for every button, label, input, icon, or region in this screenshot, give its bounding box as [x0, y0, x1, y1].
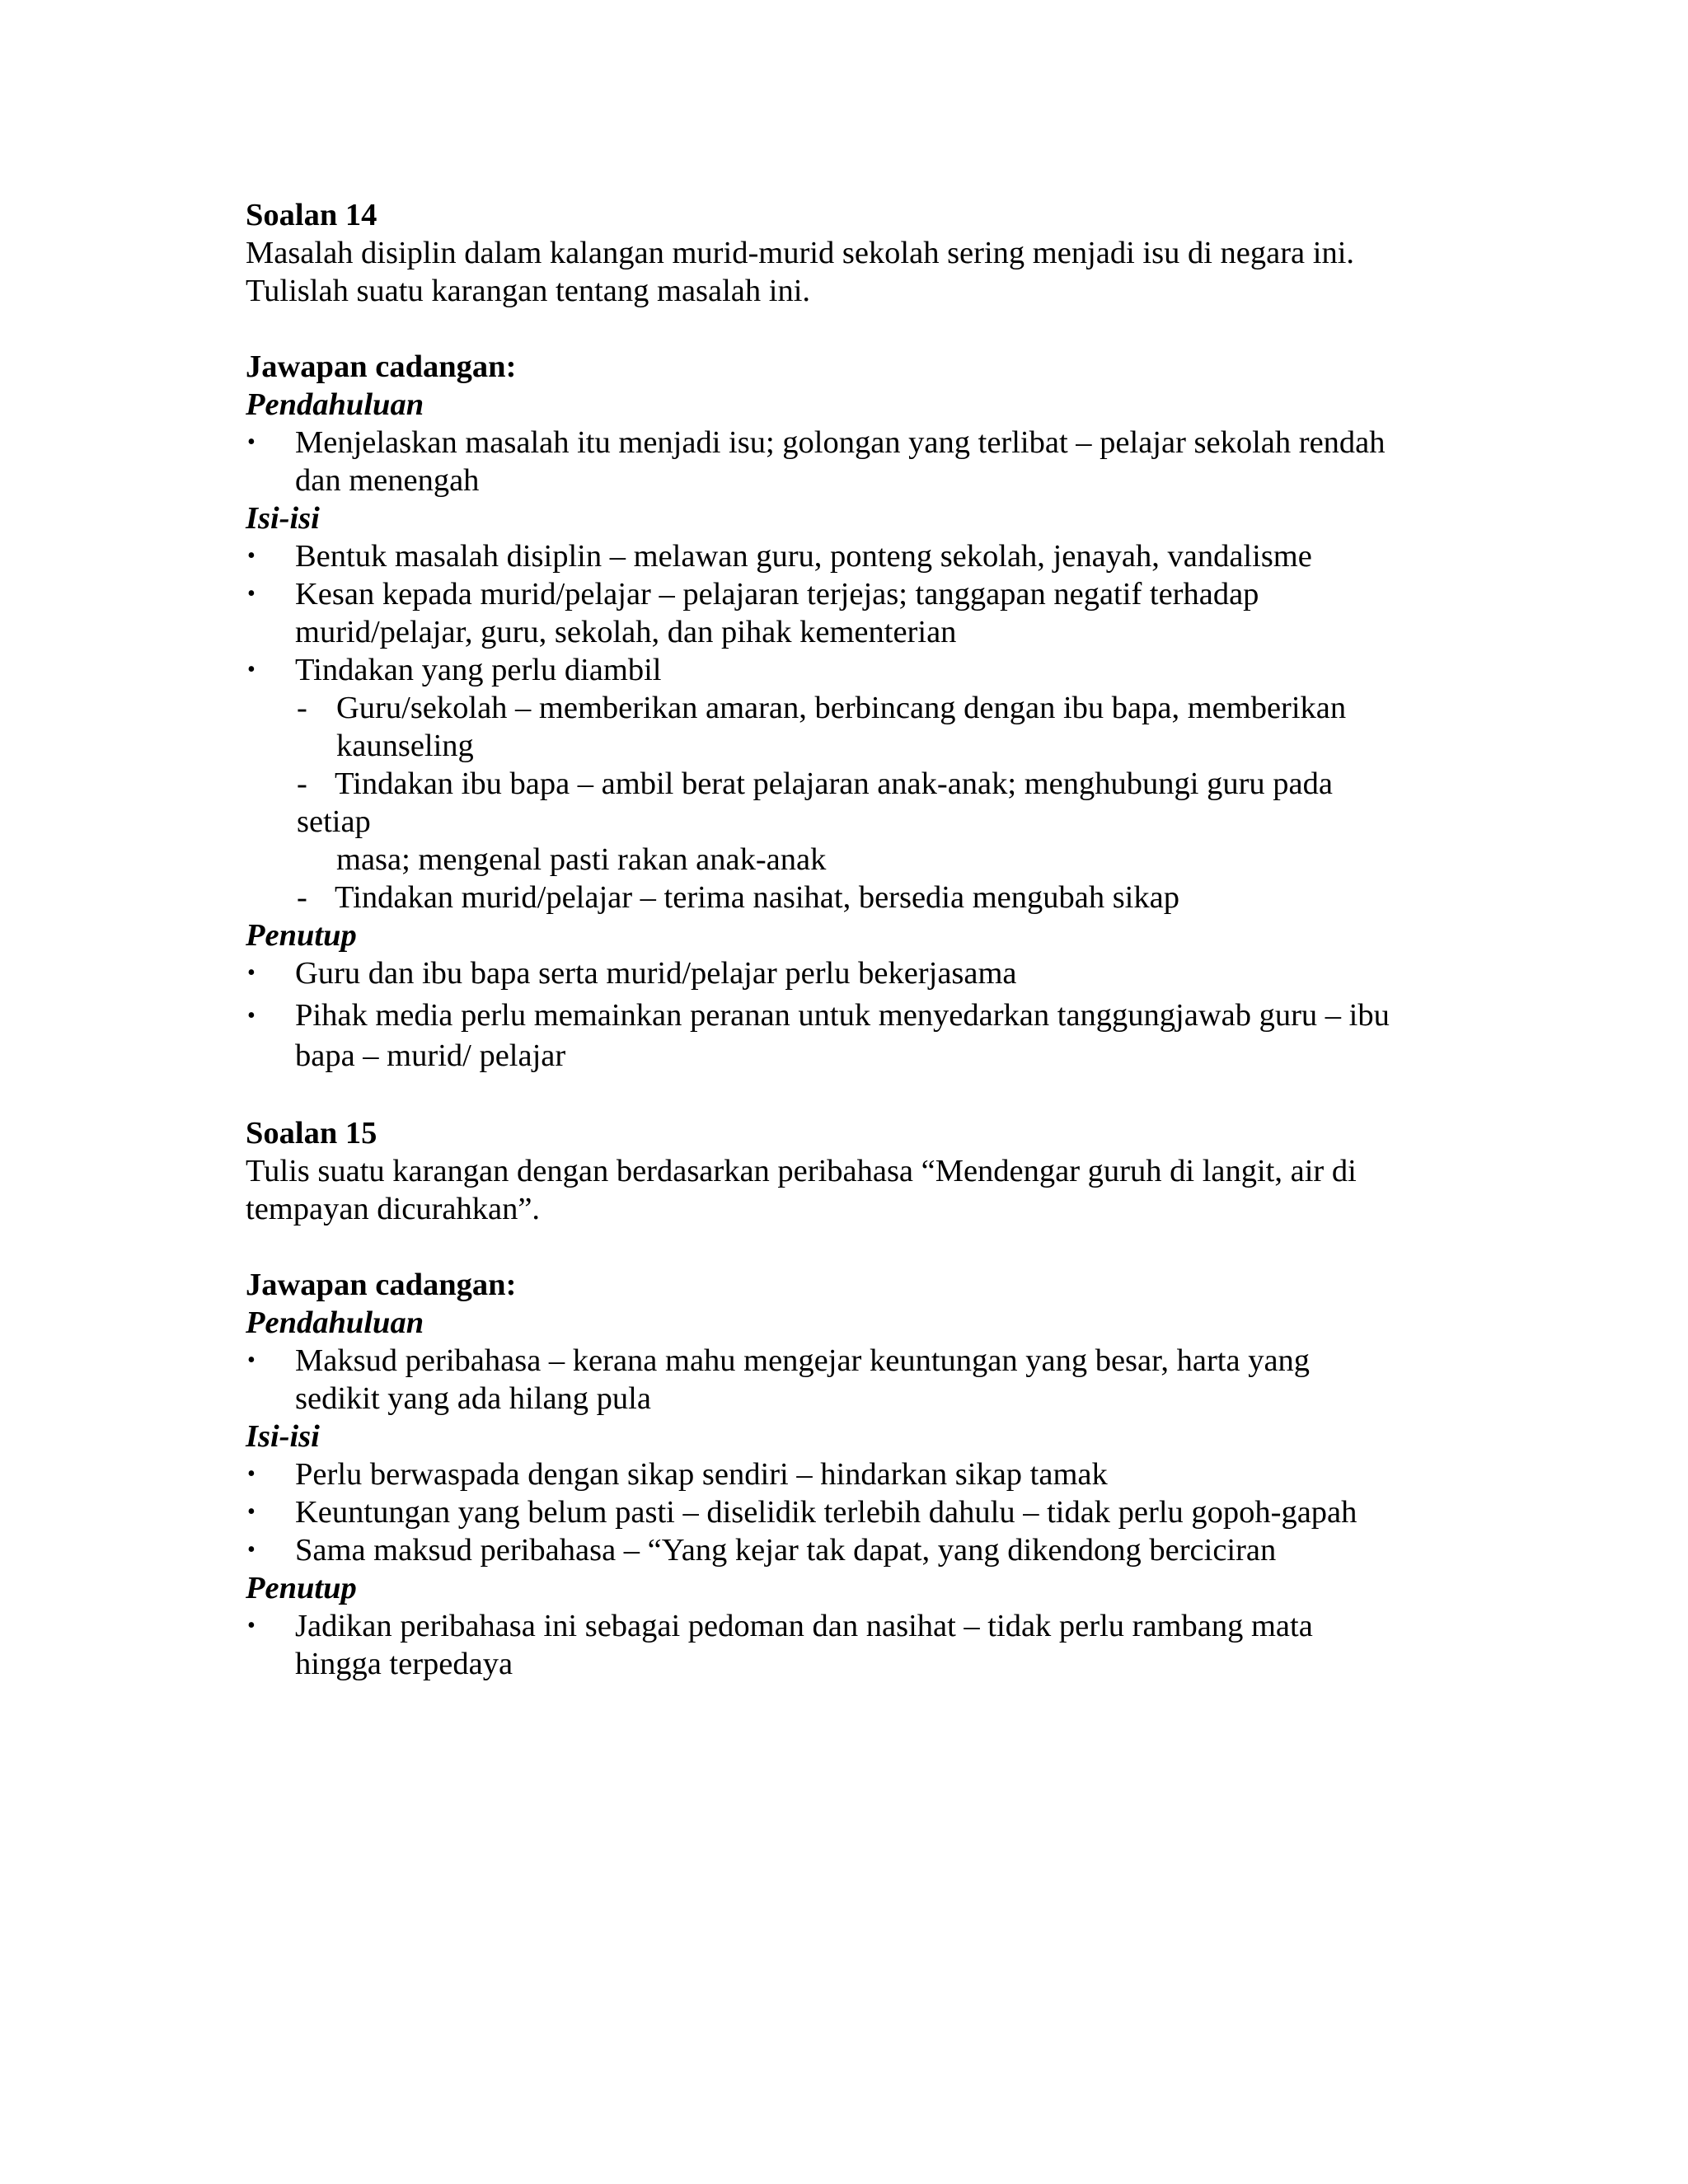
question-15-body-heading: Isi-isi: [246, 1419, 320, 1454]
bullet-dot: •: [247, 1613, 256, 1638]
question-15-title: Soalan 15: [246, 1116, 377, 1151]
question-14-prompt-line-2: Tulislah suatu karangan tentang masalah ini.: [246, 274, 811, 308]
question-14-intro-heading: Pendahuluan: [246, 387, 424, 422]
dash-marker: -: [297, 766, 307, 801]
bullet-text: Perlu berwaspada dengan sikap sendiri – hindarkan sikap tamak: [295, 1457, 1108, 1492]
spacer: [246, 1076, 1449, 1114]
action-text: Guru/sekolah – memberikan amaran, berbincang dengan ibu bapa, memberikan: [336, 691, 1347, 725]
question-15-prompt-line-2: tempayan dicurahkan”.: [246, 1192, 541, 1226]
bullet-dot: •: [247, 581, 256, 607]
action-item-parents: [246, 765, 1449, 879]
bullet-dot: •: [247, 960, 256, 986]
question-14-body-heading: Isi-isi: [246, 501, 320, 536]
action-item-teacher: [246, 689, 1449, 765]
bullet-text: Guru dan ibu bapa serta murid/pelajar perlu bekerjasama: [295, 956, 1017, 991]
question-15-prompt-line-1: Tulis suatu karangan dengan berdasarkan peribahasa “Mendengar guruh di langit, air di: [246, 1154, 1357, 1188]
bullet-text: Pihak media perlu memainkan peranan untuk menyedarkan tanggungjawab guru – ibu: [295, 998, 1390, 1033]
action-text-cont: kaunseling: [336, 729, 474, 763]
bullet-item: [246, 1342, 1449, 1418]
bullet-item: [246, 1493, 1449, 1531]
bullet-item: [246, 1531, 1449, 1569]
bullet-text-cont: bapa – murid/ pelajar: [295, 1038, 566, 1073]
bullet-text: Jadikan peribahasa ini sebagai pedoman dan nasihat – tidak perlu rambang mata: [295, 1609, 1313, 1643]
bullet-dot: •: [247, 1003, 256, 1029]
bullet-text-cont: hingga terpedaya: [295, 1647, 513, 1681]
bullet-text: Maksud peribahasa – kerana mahu mengejar keuntungan yang besar, harta yang: [295, 1343, 1311, 1378]
bullet-item: [246, 1455, 1449, 1493]
spacer: [246, 1228, 1449, 1266]
question-14-prompt-line-1: Masalah disiplin dalam kalangan murid-murid sekolah sering menjadi isu di negara ini.: [246, 236, 1355, 270]
document-page: [246, 196, 1449, 1683]
dash-marker: -: [297, 691, 307, 725]
action-text-cont: masa; mengenal pasti rakan anak-anak: [336, 842, 827, 877]
bullet-text: Kesan kepada murid/pelajar – pelajaran terjejas; tanggapan negatif terhadap: [295, 577, 1259, 612]
bullet-item: [246, 424, 1449, 499]
bullet-dot: •: [247, 657, 256, 682]
bullet-text: Sama maksud peribahasa – “Yang kejar tak dapat, yang dikendong berciciran: [295, 1533, 1277, 1568]
bullet-item: [246, 651, 1449, 689]
bullet-item: [246, 954, 1449, 992]
bullet-item: [246, 537, 1449, 575]
action-text: Tindakan ibu bapa – ambil berat pelajaran anak-anak; menghubungi guru pada: [335, 766, 1333, 801]
bullet-dot: •: [247, 1461, 256, 1487]
bullet-text-cont: murid/pelajar, guru, sekolah, dan pihak kementerian: [295, 615, 957, 649]
bullet-text: Keuntungan yang belum pasti – diselidik terlebih dahulu – tidak perlu gopoh-gapah: [295, 1495, 1357, 1530]
question-15-answer-heading: Jawapan cadangan:: [246, 1268, 517, 1302]
spacer: [246, 310, 1449, 348]
question-14-close-heading: Penutup: [246, 918, 357, 953]
bullet-item: [246, 996, 1449, 1076]
bullet-dot: •: [247, 1347, 256, 1373]
bullet-text: Menjelaskan masalah itu menjadi isu; golongan yang terlibat – pelajar sekolah rendah: [295, 425, 1386, 460]
bullet-text-cont: sedikit yang ada hilang pula: [295, 1381, 651, 1416]
bullet-dot: •: [247, 543, 256, 569]
action-text-wrap: setiap: [297, 804, 371, 839]
bullet-text: Tindakan yang perlu diambil: [295, 653, 662, 687]
bullet-dot: •: [247, 1499, 256, 1525]
bullet-item: [246, 575, 1449, 651]
action-item-students: [246, 879, 1449, 916]
bullet-item: [246, 1607, 1449, 1683]
bullet-text-cont: dan menengah: [295, 463, 480, 498]
bullet-dot: •: [247, 429, 256, 455]
action-text: Tindakan murid/pelajar – terima nasihat, bersedia mengubah sikap: [335, 880, 1179, 915]
bullet-text: Bentuk masalah disiplin – melawan guru, ponteng sekolah, jenayah, vandalisme: [295, 539, 1312, 574]
question-14-title: Soalan 14: [246, 198, 377, 232]
question-15-close-heading: Penutup: [246, 1571, 357, 1605]
bullet-dot: •: [247, 1537, 256, 1563]
dash-marker: -: [297, 880, 307, 915]
question-15-intro-heading: Pendahuluan: [246, 1305, 424, 1340]
question-14-answer-heading: Jawapan cadangan:: [246, 349, 517, 384]
